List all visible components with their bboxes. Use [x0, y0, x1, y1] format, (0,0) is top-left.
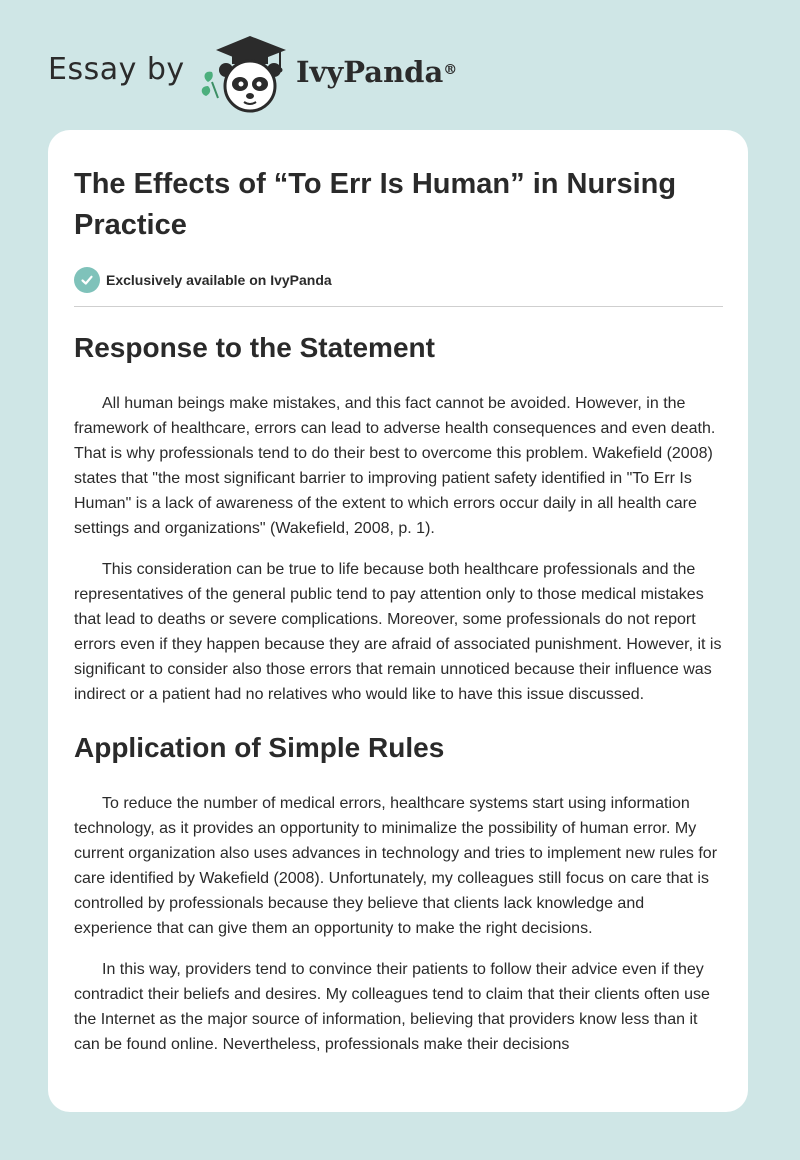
paragraph: To reduce the number of medical errors, healthcare systems start using information technology, as it provides an opportunity to minimalize the possibility of human error. My current organization also uses advances in technology and tries to implement new rules for care identified by Wakefield (2008). Unfortunately, my colleagues still focus on care that is controlled by professionals because they believe that clients lack knowledge and experience that can give them an opportunity to make the right decisions. — [74, 795, 718, 937]
check-circle-icon — [74, 267, 100, 293]
essay-content — [74, 164, 724, 1057]
essay-card — [48, 130, 748, 1112]
paragraph: All human beings make mistakes, and this fact cannot be avoided. However, in the framework of healthcare, errors can lead to adverse health consequences and even death. That is why professionals tend to do their best to overcome this problem. Wakefield (2008) states that "the most significant barrier to improving patient safety identified in "To Err Is Human" is a lack of awareness of the extent to which errors occur daily in all health care settings and organizations" (Wakefield, 2008, p. 1). — [74, 395, 716, 537]
brand-text: IvyPanda — [296, 55, 444, 89]
paragraph: This consideration can be true to life because both healthcare professionals and the representatives of the general public tend to pay attention only to those medical mistakes that lead to deaths or severe complications. Moreover, some professionals do not report errors even if they happen because they are afraid of associated punishment. However, it is significant to consider also those errors that remain unnoticed because their influence was indirect or a patient had no relatives who would like to have this issue discussed. — [74, 561, 722, 703]
ivy-leaf-icon — [202, 72, 218, 98]
brand-name — [296, 52, 457, 92]
section-heading: Response to the Statement — [74, 332, 435, 363]
exclusive-badge — [74, 267, 724, 293]
title-divider — [74, 306, 723, 307]
section-heading: Application of Simple Rules — [74, 732, 445, 763]
site-header — [0, 0, 800, 120]
essay-title: The Effects of “To Err Is Human” in Nursing Practice — [74, 168, 677, 241]
ivypanda-logo[interactable] — [198, 36, 458, 116]
paragraph: In this way, providers tend to convince their patients to follow their advice even if they contradict their beliefs and desires. My colleagues tend to claim that their clients often use the Internet as the major source of information, believing that providers know less than it can be found online. Nevertheless, professionals make their decisions — [74, 961, 710, 1053]
exclusive-badge-label: Exclusively available on IvyPanda — [106, 272, 332, 288]
panda-graduate-icon — [198, 36, 290, 116]
registered-mark: ® — [443, 62, 458, 78]
essay-by-label: Essay by — [48, 52, 185, 87]
